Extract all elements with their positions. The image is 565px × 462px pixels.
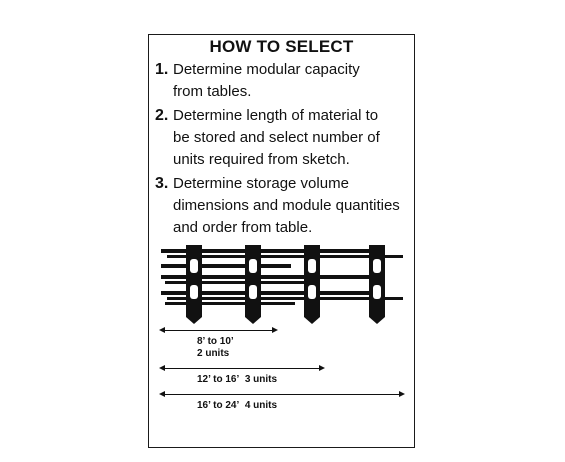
card-title: HOW TO SELECT bbox=[209, 37, 354, 56]
step-number: 1. bbox=[155, 61, 169, 78]
dimension-range: 8’ to 10’ bbox=[197, 336, 234, 347]
step-text: Determine modular capacity from tables. bbox=[173, 61, 360, 100]
step-1 bbox=[155, 59, 417, 103]
dimension-range: 16’ to 24’ bbox=[197, 400, 240, 411]
dimension-line-4-units bbox=[161, 394, 403, 395]
dimension-range: 12’ to 16’ bbox=[197, 374, 240, 385]
steps-list bbox=[155, 59, 417, 241]
step-number: 3. bbox=[155, 175, 169, 192]
dimension-units: 2 units bbox=[197, 348, 230, 359]
dimension-units: 3 units bbox=[244, 374, 278, 385]
dimension-label-2-units bbox=[197, 336, 234, 360]
step-text: Determine length of material to be stored and select number of units required from sketch. bbox=[173, 107, 380, 168]
how-to-select-card bbox=[148, 34, 415, 448]
dimension-label-4-units bbox=[197, 400, 277, 412]
step-3 bbox=[155, 173, 417, 239]
step-number: 2. bbox=[155, 107, 169, 124]
dimension-line-3-units bbox=[161, 368, 323, 369]
dimension-label-3-units bbox=[197, 374, 277, 386]
dimension-units: 4 units bbox=[244, 400, 278, 411]
step-2 bbox=[155, 105, 417, 171]
dimension-line-2-units bbox=[161, 330, 276, 331]
rack-sketch-illustration bbox=[149, 242, 413, 326]
step-text: Determine storage volume dimensions and module quantities and order from table. bbox=[173, 175, 400, 236]
